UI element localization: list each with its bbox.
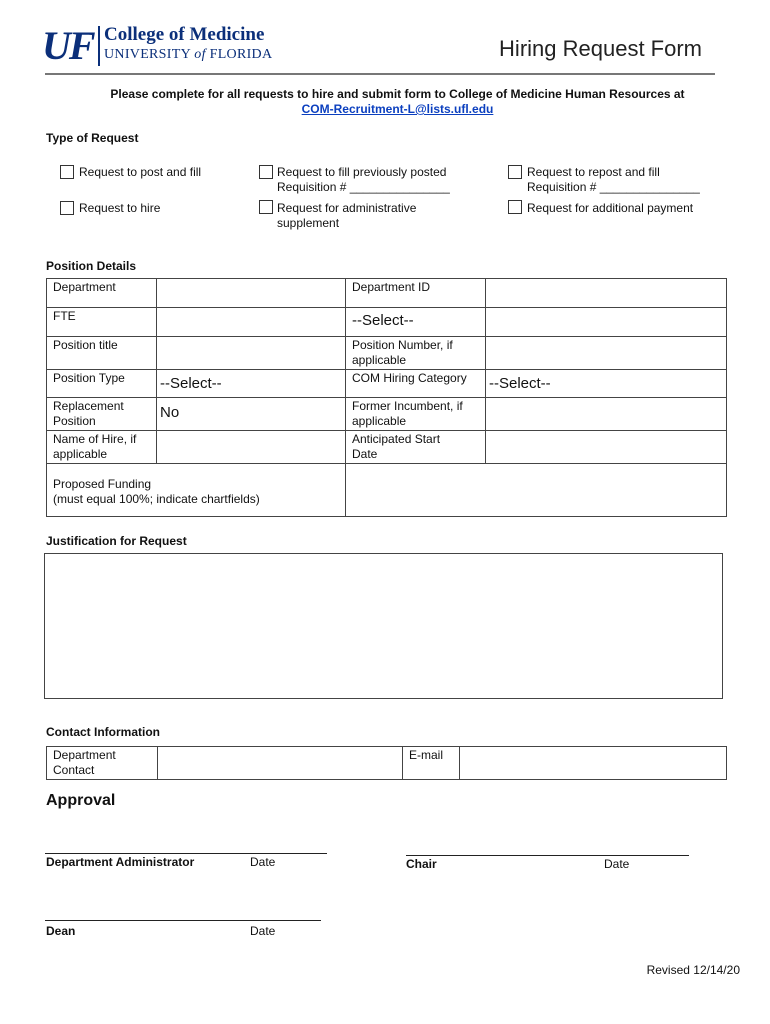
proposed-funding-label: Proposed Funding (must equal 100%; indicate chartfields) [47, 464, 346, 517]
former-incumbent-label: Former Incumbent, if applicable [346, 398, 486, 431]
dept-admin-signature-line[interactable] [45, 853, 327, 854]
revision-date: Revised 12/14/20 [646, 963, 740, 977]
contact-table [46, 746, 727, 780]
approval-heading: Approval [46, 792, 116, 809]
position-details-table [46, 278, 727, 517]
department-field[interactable] [157, 279, 346, 308]
fte-extra-cell [486, 308, 727, 337]
justification-label: Justification for Request [46, 534, 187, 548]
fte-empty-cell [157, 308, 346, 337]
dean-signature-line[interactable] [45, 920, 321, 921]
justification-textarea[interactable] [44, 553, 723, 699]
option-request-to-hire: Request to hire [79, 201, 161, 215]
replacement-position-select[interactable]: No [157, 398, 346, 431]
option-fill-previously-posted: Request to fill previously posted Requisition # _______________ [277, 165, 450, 194]
dept-admin-date-label: Date [250, 855, 276, 869]
department-id-label: Department ID [346, 279, 486, 308]
chair-signature-line[interactable] [406, 855, 689, 856]
logo-college-name: College of Medicine [104, 24, 265, 45]
chair-date-label: Date [604, 857, 630, 871]
logo-university-name: UNIVERSITY of FLORIDA [104, 47, 273, 62]
position-title-label: Position title [47, 337, 157, 370]
type-of-request-label: Type of Request [46, 131, 139, 145]
department-label: Department [47, 279, 157, 308]
position-type-select[interactable]: --Select-- [157, 370, 346, 398]
start-date-field[interactable] [486, 431, 727, 464]
recruitment-email-link[interactable]: COM-Recruitment-L@lists.ufl.edu [301, 102, 494, 116]
name-of-hire-field[interactable] [157, 431, 346, 464]
former-incumbent-field[interactable] [486, 398, 727, 431]
dean-label: Dean [46, 924, 76, 938]
dept-admin-label: Department Administrator [46, 855, 195, 869]
position-details-label: Position Details [46, 259, 137, 273]
intro-text: Please complete for all requests to hire and submit form to College of Medicine Human Resources at COM-Recruitment-L@lists.ufl.edu [110, 87, 685, 116]
position-number-label: Position Number, if applicable [346, 337, 486, 370]
chair-label: Chair [406, 857, 437, 871]
header-divider [45, 73, 715, 75]
replacement-position-label: Replacement Position [47, 398, 157, 431]
option-repost-and-fill: Request to repost and fill Requisition # _______________ [527, 165, 700, 194]
checkbox-repost-and-fill[interactable] [508, 165, 522, 179]
checkbox-request-to-hire[interactable] [60, 201, 74, 215]
dean-date-label: Date [250, 924, 276, 938]
form-title: Hiring Request Form [499, 36, 702, 61]
name-of-hire-label: Name of Hire, if applicable [47, 431, 157, 464]
option-administrative-supplement: Request for administrative supplement [277, 201, 417, 230]
fte-select[interactable]: --Select-- [346, 308, 486, 337]
com-hiring-category-select[interactable]: --Select-- [486, 370, 727, 398]
proposed-funding-field[interactable] [346, 464, 727, 517]
email-field[interactable] [460, 747, 727, 780]
department-contact-field[interactable] [158, 747, 403, 780]
position-number-field[interactable] [486, 337, 727, 370]
fte-label: FTE [47, 308, 157, 337]
department-id-field[interactable] [486, 279, 727, 308]
checkbox-administrative-supplement[interactable] [259, 200, 273, 214]
position-title-field[interactable] [157, 337, 346, 370]
logo-divider [98, 26, 100, 66]
checkbox-additional-payment[interactable] [508, 200, 522, 214]
checkbox-post-and-fill[interactable] [60, 165, 74, 179]
com-hiring-category-label: COM Hiring Category [346, 370, 486, 398]
contact-information-label: Contact Information [46, 725, 160, 739]
email-label: E-mail [403, 747, 460, 780]
option-post-and-fill: Request to post and fill [79, 165, 202, 179]
department-contact-label: Department Contact [47, 747, 158, 780]
checkbox-fill-previously-posted[interactable] [259, 165, 273, 179]
uf-logo-mark: UF [42, 23, 94, 68]
start-date-label: Anticipated Start Date [346, 431, 486, 464]
option-additional-payment: Request for additional payment [527, 201, 694, 215]
position-type-label: Position Type [47, 370, 157, 398]
